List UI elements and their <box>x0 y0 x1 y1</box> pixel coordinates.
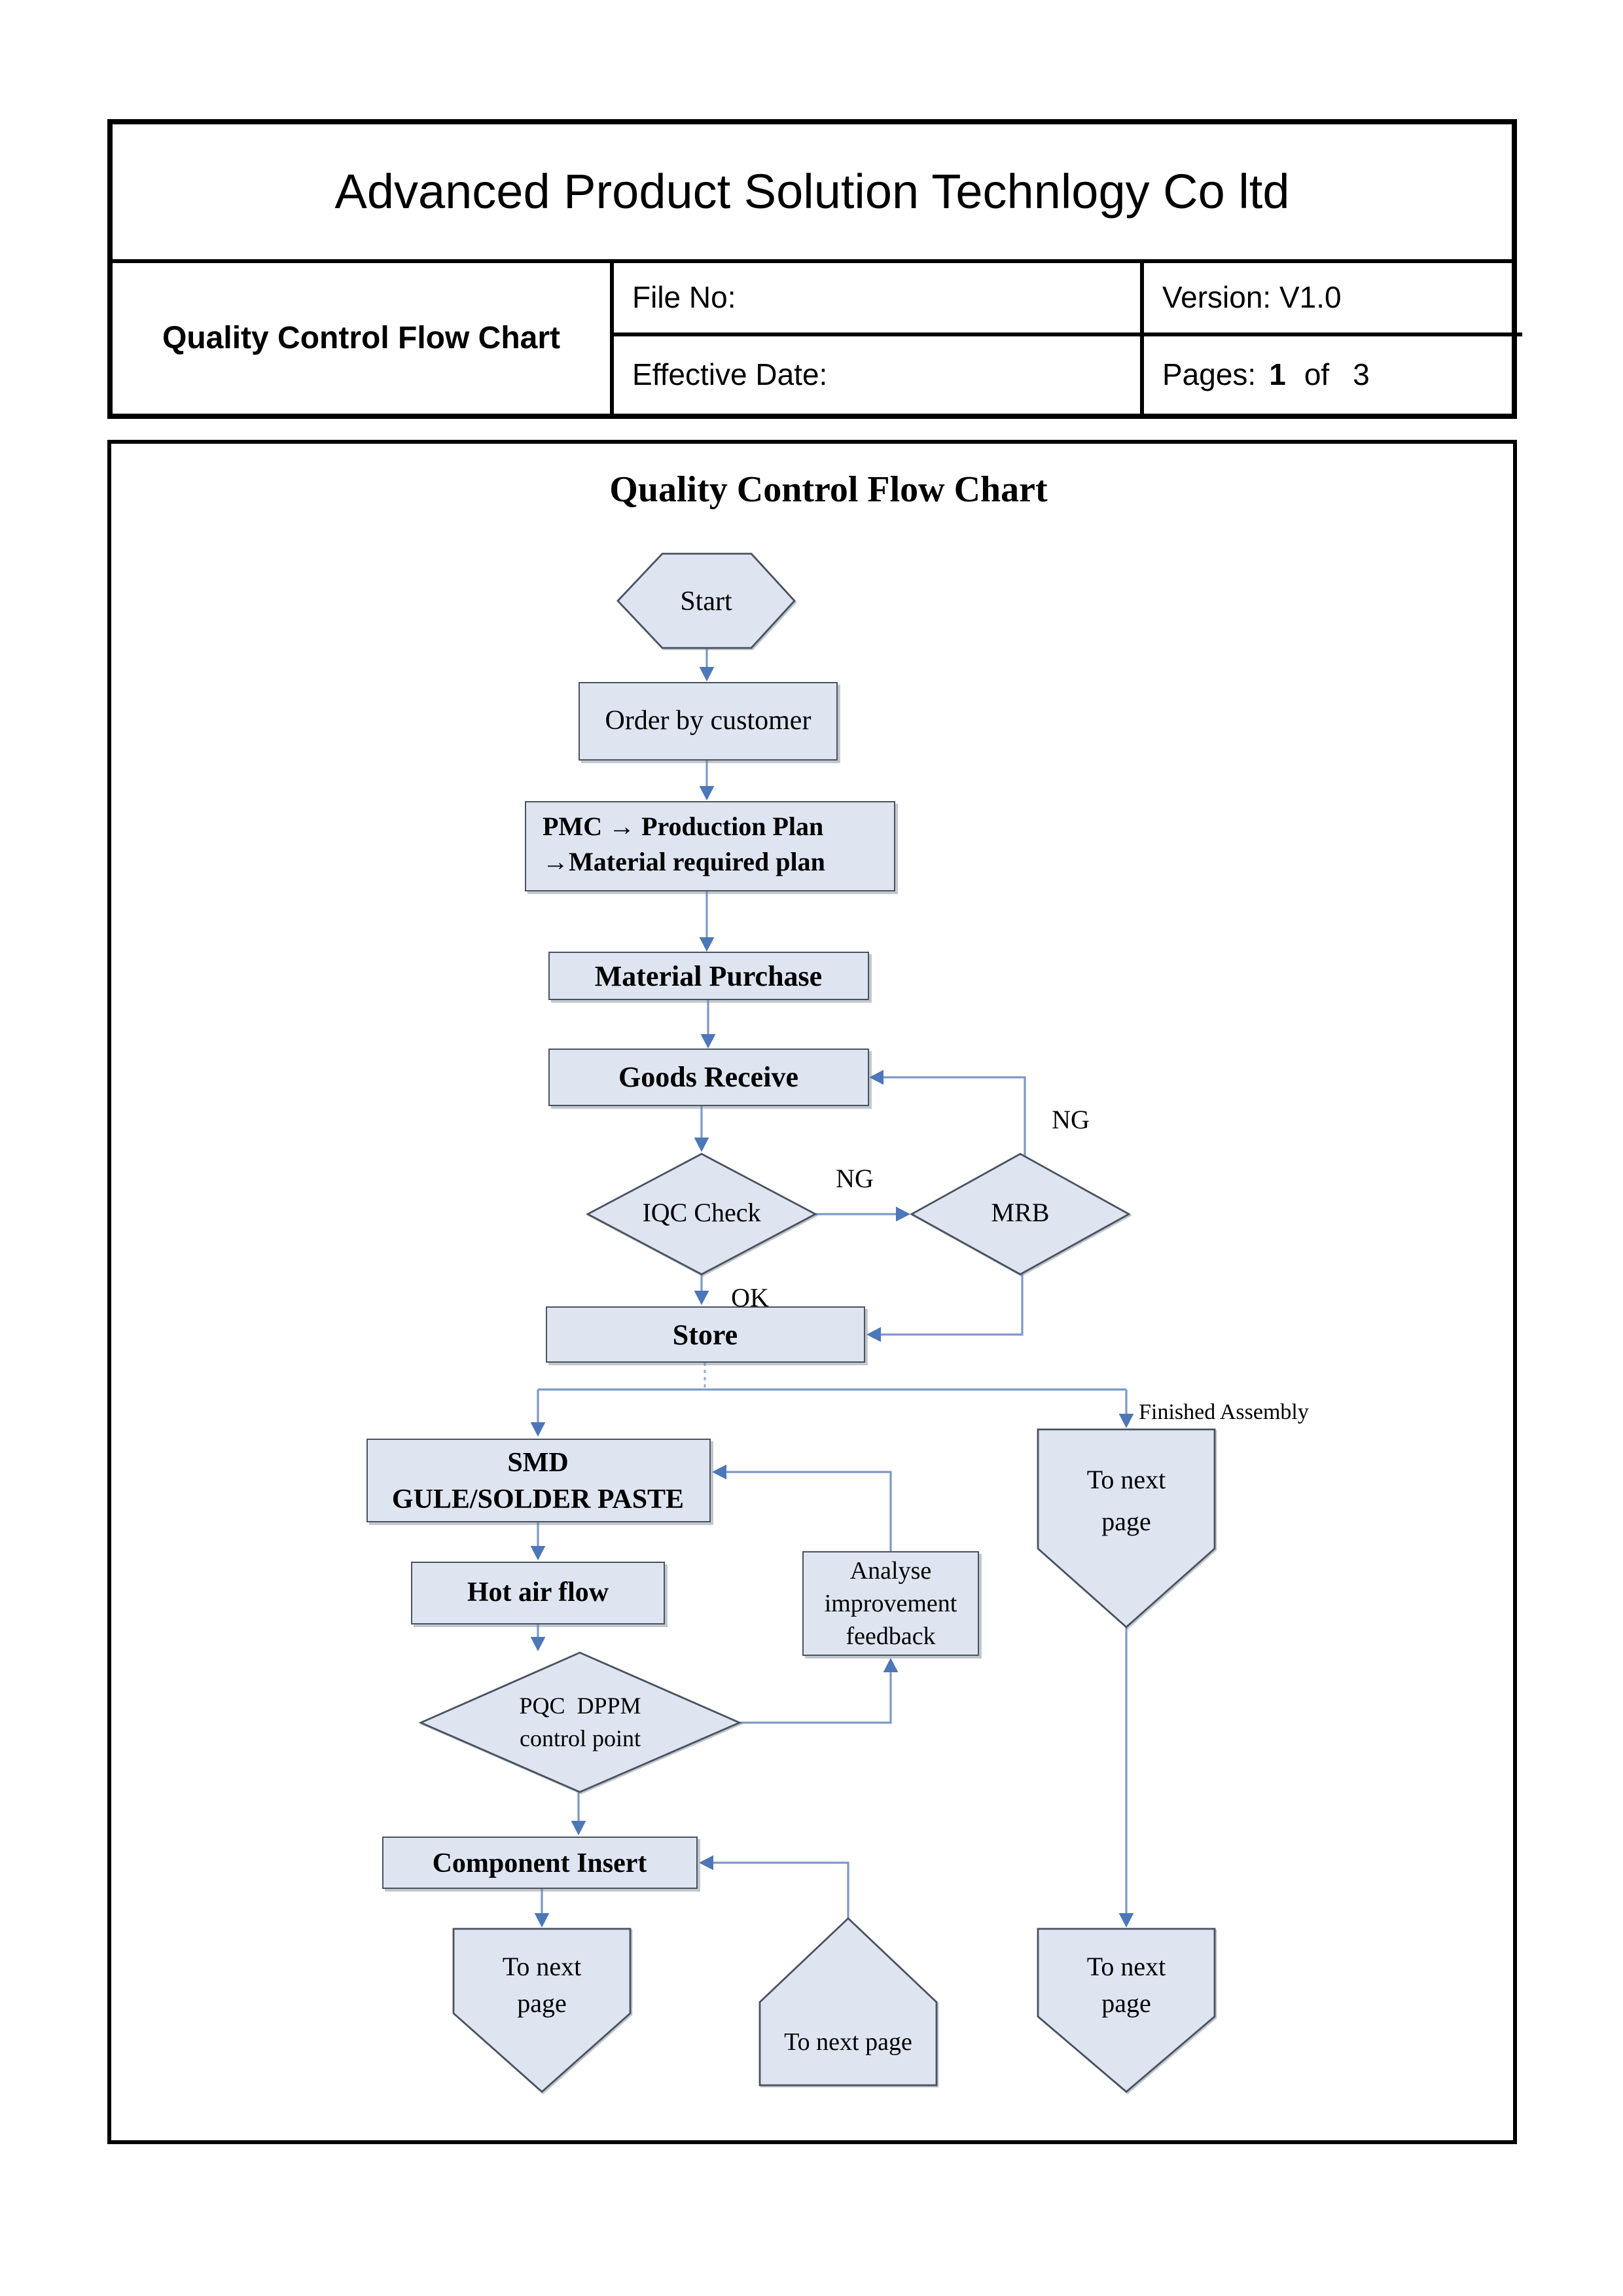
offpage-middle-up-shape <box>760 1918 936 2085</box>
arrowhead <box>699 1856 713 1871</box>
label-finished-assembly: Finished Assembly <box>1139 1399 1309 1424</box>
offpage-right-top: To next page <box>1086 1466 1166 1537</box>
label-ng-mrb-goods: NG <box>1052 1106 1090 1135</box>
arrowhead <box>531 1637 546 1651</box>
pqc-diamond-shape <box>421 1653 740 1792</box>
arrowhead <box>869 1070 883 1085</box>
arrowhead <box>896 1207 910 1222</box>
pages-of: of <box>1304 357 1330 391</box>
mrb-diamond-shape <box>912 1154 1129 1274</box>
arrowhead <box>571 1821 586 1835</box>
arrowhead <box>701 1034 716 1049</box>
node-smd-glue-solder-paste: SMD GULE/SOLDER PASTE <box>366 1438 710 1522</box>
start-hexagon-shape <box>618 554 794 648</box>
arrowhead <box>700 786 715 800</box>
flowchart <box>107 440 1517 2144</box>
arrowhead <box>535 1913 550 1928</box>
offpage-left-shape <box>454 1929 630 2092</box>
arrowhead <box>712 1465 726 1480</box>
offpage-middle: To next page <box>784 2029 912 2056</box>
flowchart-title: Quality Control Flow Chart <box>609 470 1048 511</box>
offpage-left: To next page <box>502 1953 582 2018</box>
arrowhead <box>700 937 715 952</box>
node-mrb: MRB <box>991 1199 1050 1228</box>
node-pmc-plan: PMC → Production Plan →Material required plan <box>524 801 895 891</box>
edge-midpent-component <box>711 1863 848 1918</box>
label-ng-iqc-mrb: NG <box>836 1165 874 1194</box>
node-goods-receive: Goods Receive <box>548 1049 868 1106</box>
node-component-insert: Component Insert <box>382 1837 697 1889</box>
pages-cell <box>1144 336 1522 414</box>
arrowhead <box>866 1327 881 1342</box>
offpage-right-bottom-shape <box>1038 1929 1215 2092</box>
node-pqc-dppm-control-point: PQC DPPM control point <box>519 1692 641 1751</box>
page-current: 1 <box>1269 357 1286 391</box>
node-analyse-improvement-feedback: Analyse improvement feedback <box>802 1551 979 1656</box>
pages-label: Pages: <box>1162 357 1257 391</box>
company-title: Advanced Product Solution Technlogy Co ltd <box>113 124 1512 263</box>
node-store: Store <box>546 1306 865 1363</box>
arrowhead <box>531 1422 546 1437</box>
edge-mrb-goods-ng <box>883 1077 1025 1160</box>
node-start: Start <box>680 584 732 616</box>
edge-pqc-analyse <box>740 1671 891 1723</box>
iqc-diamond-shape <box>588 1154 815 1274</box>
node-order-by-customer: Order by customer <box>579 681 838 760</box>
effective-date-label: Effective Date: <box>614 336 1144 414</box>
arrowhead <box>883 1658 899 1672</box>
arrowhead <box>700 667 715 681</box>
offpage-right-bottom: To next page <box>1086 1953 1166 2018</box>
edge-mrb-store <box>880 1274 1022 1335</box>
offpage-right-top-shape <box>1038 1429 1215 1627</box>
node-hot-air-flow: Hot air flow <box>411 1562 665 1624</box>
edge-analyse-smd <box>724 1472 891 1551</box>
label-ok: OK <box>731 1284 769 1313</box>
header-table <box>107 119 1517 419</box>
arrowhead <box>694 1291 709 1305</box>
node-material-purchase: Material Purchase <box>548 952 868 1000</box>
page-total: 3 <box>1353 357 1370 391</box>
arrowhead <box>531 1546 546 1560</box>
node-iqc-check: IQC Check <box>642 1199 761 1228</box>
arrowhead <box>1119 1913 1134 1928</box>
document-title-cell: Quality Control Flow Chart <box>113 263 614 414</box>
version-label: Version: V1.0 <box>1144 263 1522 336</box>
arrowhead <box>694 1138 709 1152</box>
file-no-label: File No: <box>614 263 1144 336</box>
